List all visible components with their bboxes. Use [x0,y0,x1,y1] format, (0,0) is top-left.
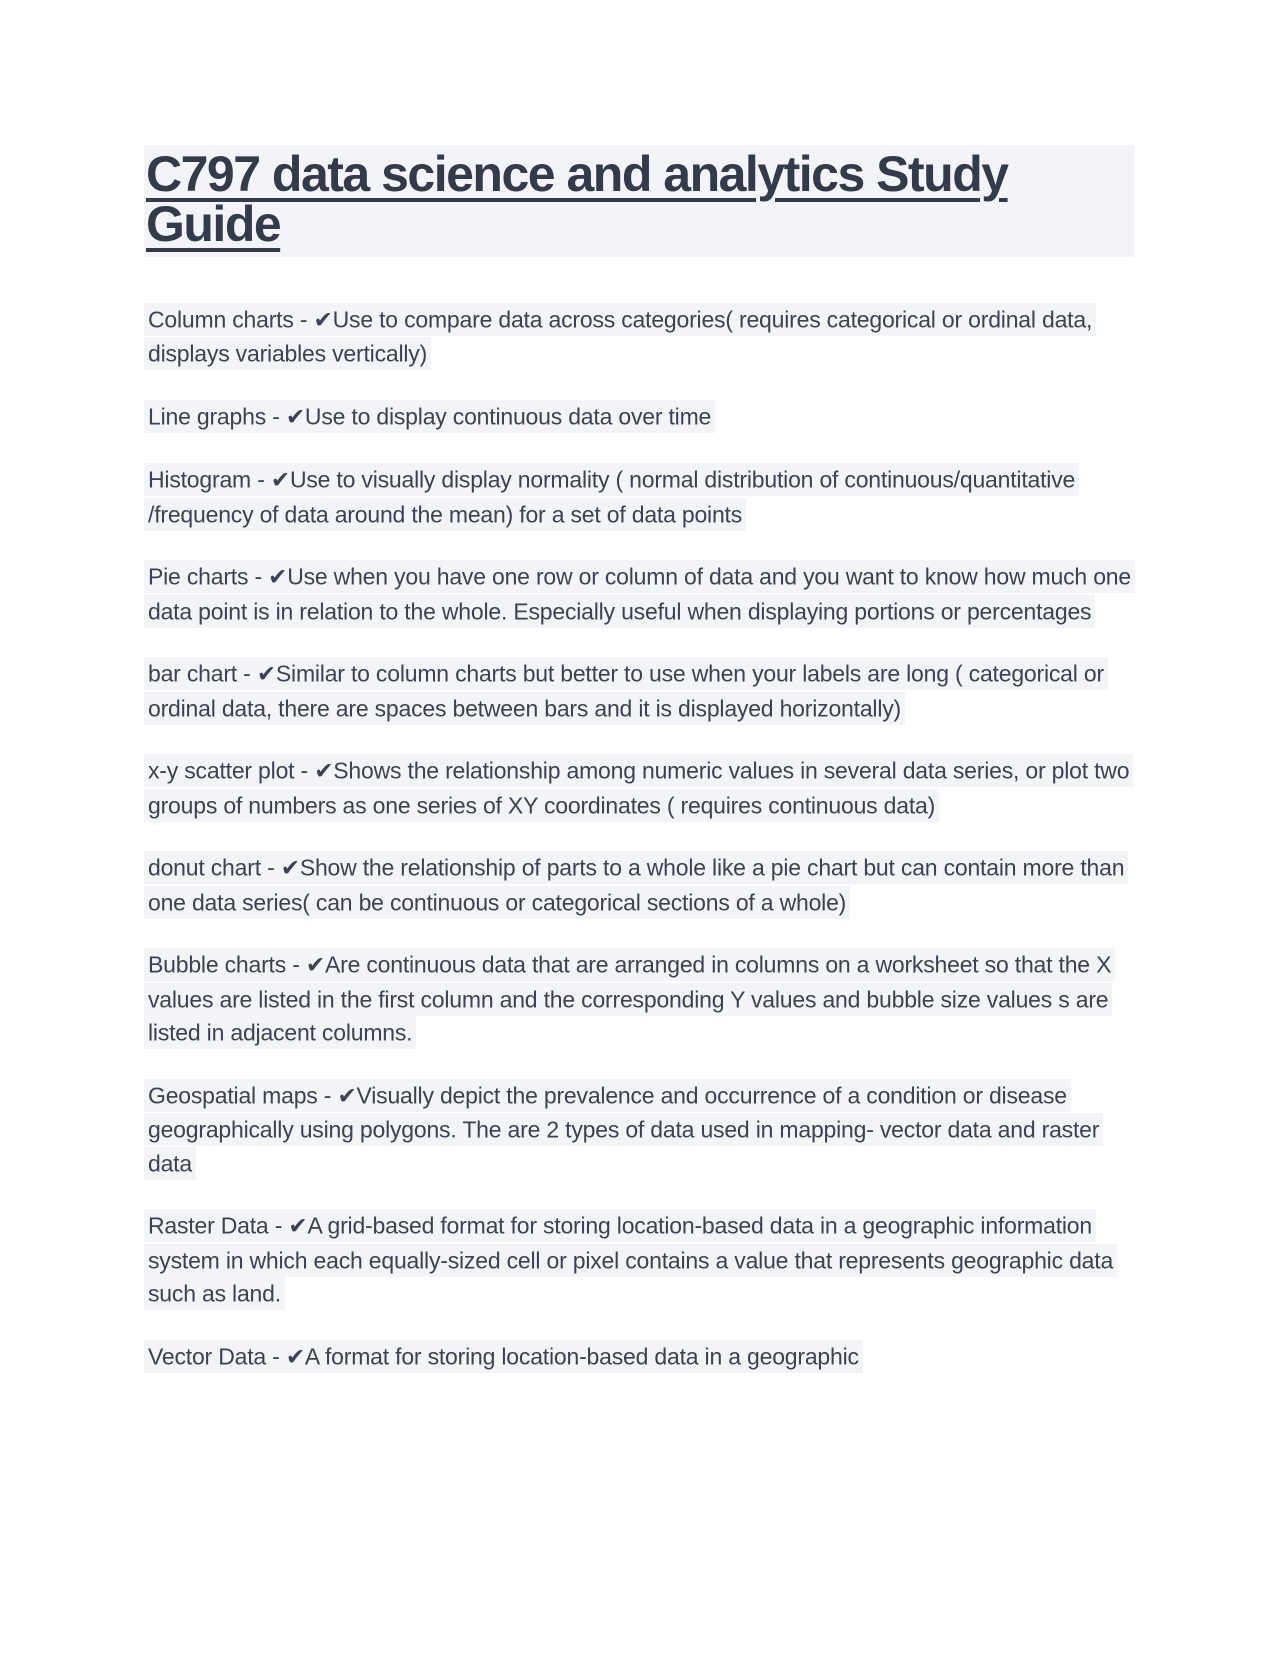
study-entry [144,303,1134,371]
entry-definition: A format for storing location-based data in a geographic [304,1343,859,1369]
check-icon: ✔ [268,564,288,591]
text-highlight [144,303,1096,371]
text-highlight [144,560,1135,628]
check-icon: ✔ [337,1083,357,1109]
entry-definition: Similar to column charts but better to use when your labels are long ( categorical or ordinal data, there are spaces between bars and it is displayed horizontally) [148,660,1104,721]
page-title [144,145,1134,257]
text-highlight [144,754,1133,822]
check-icon: ✔ [285,1344,305,1370]
separator: - [236,660,257,687]
separator: - [265,1343,286,1369]
entry-term: donut chart [148,854,261,881]
check-icon: ✔ [313,307,333,333]
entry-term: bar chart [148,660,237,687]
entry-term: Raster Data [148,1212,269,1239]
entry-term: Vector Data [148,1343,266,1369]
entry-term: Geospatial maps [148,1082,318,1108]
study-entry [144,755,1134,823]
entry-definition: Use when you have one row or column of data and you want to know how much one data point is in relation to the whole. Especially useful when displaying portions or percentages [148,563,1131,624]
entry-term: Pie charts [148,563,249,590]
study-entry [144,1210,1134,1312]
separator: - [286,951,306,978]
text-highlight [144,1340,863,1373]
study-entry [144,658,1134,726]
text-highlight [144,948,1115,1049]
check-icon: ✔ [256,661,276,688]
check-icon: ✔ [314,758,334,785]
entry-term: Bubble charts [148,951,287,978]
separator: - [294,757,315,784]
check-icon: ✔ [285,404,305,430]
study-entry [144,1340,1134,1375]
entry-definition: Use to compare data across categories( requires categorical or ordinal data, displays variables vertically) [148,306,1093,367]
entry-definition: Use to visually display normality ( normal distribution of continuous/quantitative /frequency of data around the mean) for a set of data points [148,466,1076,527]
entry-definition: Shows the relationship among numeric values in several data series, or plot two groups of numbers as one series of XY coordinates ( requires continuous data) [148,757,1130,818]
entry-term: Histogram [148,466,252,493]
separator: - [268,1212,289,1239]
entry-term: x-y scatter plot [148,757,295,784]
study-entry [144,464,1134,532]
study-entry [144,1079,1134,1181]
entry-definition: A grid-based format for storing location-based data in a geographic information system in which each equally-sized cell or pixel contains a value that represents geographic data such as land. [148,1212,1114,1307]
study-entry [144,852,1134,920]
separator: - [251,466,271,493]
check-icon: ✔ [280,855,300,882]
check-icon: ✔ [270,467,290,494]
text-highlight [144,657,1108,725]
text-highlight [144,400,715,433]
entry-term: Line graphs [148,403,266,429]
entry-definition: Use to display continuous data over time [304,403,712,429]
entry-definition: Are continuous data that are arranged in columns on a worksheet so that the X values are listed in the first column and the corresponding Y values and bubble size values s are listed in adjacent columns. [148,951,1112,1046]
separator: - [317,1082,338,1108]
entry-term: Column charts [148,306,294,332]
text-highlight [144,1209,1117,1310]
text-highlight [144,1079,1103,1180]
text-highlight [144,463,1079,531]
page-title-text: C797 data science and analytics Study Guide [146,146,1008,252]
study-entry [144,561,1134,629]
entry-definition: Visually depict the prevalence and occurrence of a condition or disease geographically using polygons. The are 2 types of data used in mapping- vector data and raster data [148,1082,1100,1176]
check-icon: ✔ [305,952,325,979]
separator: - [266,403,286,429]
study-entry [144,400,1134,435]
separator: - [293,306,314,332]
text-highlight [144,851,1128,919]
separator: - [248,563,269,590]
check-icon: ✔ [288,1213,308,1240]
separator: - [260,854,281,881]
entry-definition: Show the relationship of parts to a whole like a pie chart but can contain more than one data series( can be continuous or categorical sections of a whole) [148,854,1125,915]
study-entry [144,949,1134,1051]
